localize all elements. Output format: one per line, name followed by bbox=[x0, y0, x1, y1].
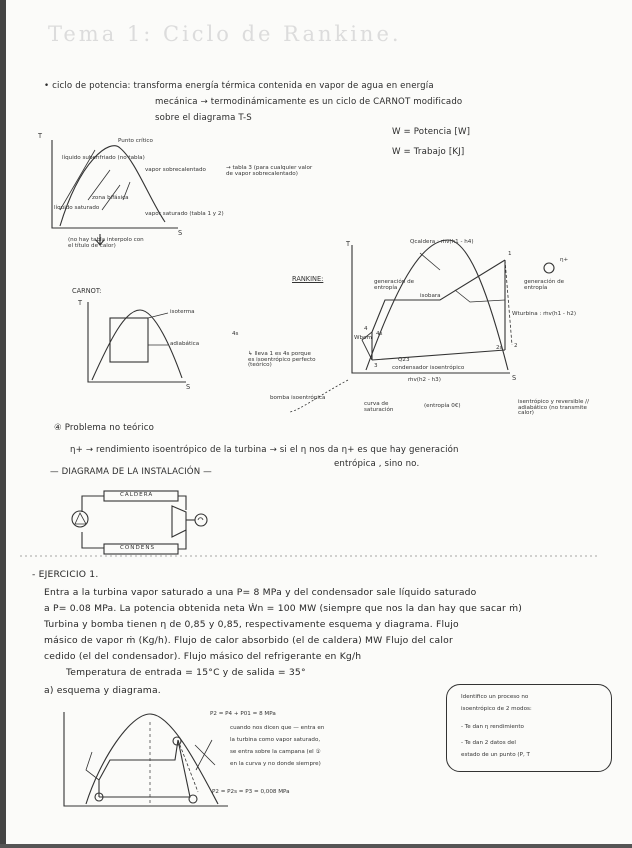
rankine-point-marker bbox=[544, 263, 554, 273]
ts-sat-liquid: líquido saturado bbox=[54, 205, 100, 211]
rankine-condenser-line bbox=[372, 350, 505, 360]
exercise-p-low: P2 = P2s = P3 = 0,008 MPa bbox=[212, 789, 290, 795]
formula-work: W = Trabajo [KJ] bbox=[392, 147, 465, 157]
rankine-label: RANKINE: bbox=[292, 275, 324, 283]
carnot-t-axis: T bbox=[78, 299, 83, 307]
exercise-cycle bbox=[99, 740, 178, 797]
rankine-t-axis: T bbox=[346, 240, 351, 248]
carnot-isotherm: isoterma bbox=[170, 309, 195, 315]
note-box-line-1: Identifico un proceso no bbox=[461, 694, 529, 700]
carnot-4s: 4s bbox=[232, 331, 239, 337]
ts-s-axis: S bbox=[178, 229, 183, 237]
rankine-axes bbox=[352, 245, 510, 373]
note-eta: η+ → rendimiento isoentrópico de la turbina → si el η nos da η+ es que hay generación bbox=[70, 445, 459, 455]
note-box-line-2: isoentrópico de 2 modos: bbox=[461, 706, 532, 712]
note-box-line-4: - Te dan 2 datos del bbox=[461, 740, 516, 746]
rankine-mv: ṁv(h2 - h3) bbox=[408, 377, 441, 383]
exercise-line-1: Entra a la turbina vapor saturado a una P= 8 MPa y del condensador sale líquido saturado bbox=[44, 587, 477, 598]
carnot-note: ↳ lleva 1 es 4s porque es isoentrópico perfecto (teórico) bbox=[248, 351, 316, 369]
rankine-eta: η+ bbox=[560, 257, 569, 263]
carnot-cycle bbox=[110, 318, 148, 362]
ts-t-axis: T bbox=[38, 132, 43, 140]
ts-no-table: (no hay tabla interpolo con el título de calor) bbox=[68, 237, 144, 249]
exercise-note-3: se entra sobre la campana (el ① bbox=[230, 749, 321, 755]
rankine-dome bbox=[366, 240, 508, 370]
note-problem: ④ Problema no teórico bbox=[54, 423, 154, 433]
rankine-boiler: Qcaldera : ṁv(h1 - h4) bbox=[410, 239, 474, 245]
exercise-title: - EJERCICIO 1. bbox=[32, 569, 99, 580]
exercise-line-2: a P= 0.08 MPa. La potencia obtenida neta Ẇn = 100 MW (siempre que nos la dan hay que sacar ṁ) bbox=[44, 603, 523, 614]
ts-sat-vapor: vapor saturado (tabla 1 y 2) bbox=[145, 211, 224, 217]
carnot-s-axis: S bbox=[186, 383, 191, 391]
ts-liquid: líquido subenfriado (no tabla) bbox=[62, 155, 145, 161]
rankine-pt-4s: 4s bbox=[376, 331, 383, 337]
generator-symbol bbox=[195, 514, 207, 526]
note-eta-2: entrópica , sino no. bbox=[334, 459, 420, 469]
exercise-note-box bbox=[446, 684, 612, 772]
carnot-adiabatic: adiabática bbox=[170, 341, 200, 347]
rankine-boiler-line bbox=[372, 260, 505, 360]
intro-line-1: • ciclo de potencia: transforma energía térmica contenida en vapor de agua en energía bbox=[44, 81, 434, 91]
ts-vapor: vapor sobrecalentado bbox=[145, 167, 206, 173]
rankine-q23: Q23 bbox=[398, 357, 410, 363]
rankine-isobar: isobara bbox=[420, 293, 441, 299]
intro-line-2: mecánica → termodinámicamente es un ciclo de CARNOT modificado bbox=[155, 97, 463, 107]
carnot-dome bbox=[92, 310, 182, 380]
formula-power: W = Potencia [W] bbox=[392, 127, 471, 137]
intro-line-3: sobre el diagrama T-S bbox=[155, 113, 252, 123]
exercise-p-high: P2 = P4 + P01 = 8 MPa bbox=[210, 711, 276, 717]
exercise-line-7: a) esquema y diagrama. bbox=[44, 685, 161, 696]
rankine-pt-2: 2 bbox=[514, 343, 518, 349]
exercise-note-4: en la curva y no donde siempre) bbox=[230, 761, 321, 767]
ts-critical-point: Punto crítico bbox=[118, 138, 153, 144]
rankine-pt-4: 4 bbox=[364, 326, 368, 332]
rankine-entropy0: (entropía 0€) bbox=[424, 403, 461, 409]
exercise-line-4: másico de vapor ṁ (Kg/h). Flujo de calor absorbido (el de caldera) MW Flujo del calor bbox=[44, 635, 453, 646]
rankine-gen-entropy-2: generación de entropía bbox=[524, 279, 565, 291]
rankine-sat-curve: curva de saturación bbox=[364, 401, 394, 413]
exercise-note-1: cuando nos dicen que — entra en bbox=[230, 725, 325, 731]
ts-mix-zone: zona bifásica bbox=[92, 195, 129, 201]
carnot-label: CARNOT: bbox=[72, 287, 102, 295]
condens-label: CONDENS bbox=[120, 545, 156, 551]
exercise-line-3: Turbina y bomba tienen η de 0,85 y 0,85, respectivamente esquema y diagrama. Flujo bbox=[44, 619, 459, 630]
exercise-dome bbox=[86, 714, 218, 804]
caldera-label: CALDERA bbox=[120, 492, 154, 498]
exercise-axes bbox=[64, 712, 228, 806]
exercise-line-5: cedido (el del condensador). Flujo másico del refrigerante en Kg/h bbox=[44, 651, 362, 662]
note-box-line-5: estado de un punto (P, T bbox=[461, 752, 530, 758]
rankine-condenser: condensador isoentrópico bbox=[392, 365, 465, 371]
rankine-turbine: Wturbina : ṁv(h1 - h2) bbox=[512, 311, 576, 317]
turbine-symbol bbox=[172, 506, 186, 537]
rankine-pt-3: 3 bbox=[374, 363, 378, 369]
rankine-entropy-gen: generación de entropía bbox=[374, 279, 415, 291]
rankine-pt-1: 1 bbox=[508, 251, 512, 257]
rankine-isentropic: isentrópico y reversible // adiabático (no transmite calor) bbox=[518, 399, 589, 417]
exercise-note-2: la turbina como vapor saturado, bbox=[230, 737, 321, 743]
rankine-pt-2s: 2s bbox=[496, 345, 503, 351]
page-title: Tema 1: Ciclo de Rankine. bbox=[48, 22, 402, 46]
ts-table3: → tabla 3 (para cualquier valor de vapor sobrecalentado) bbox=[226, 165, 313, 177]
diagram-title: — DIAGRAMA DE LA INSTALACIÓN — bbox=[50, 467, 212, 477]
carnot-pump: bomba isoentrópica bbox=[270, 395, 326, 401]
note-box-line-3: - Te dan η rendimiento bbox=[461, 724, 524, 730]
rankine-s-axis: S bbox=[512, 374, 517, 382]
exercise-line-6: Temperatura de entrada = 15°C y de salida = 35° bbox=[66, 667, 306, 678]
rankine-pump: Wbom bbox=[354, 335, 372, 341]
